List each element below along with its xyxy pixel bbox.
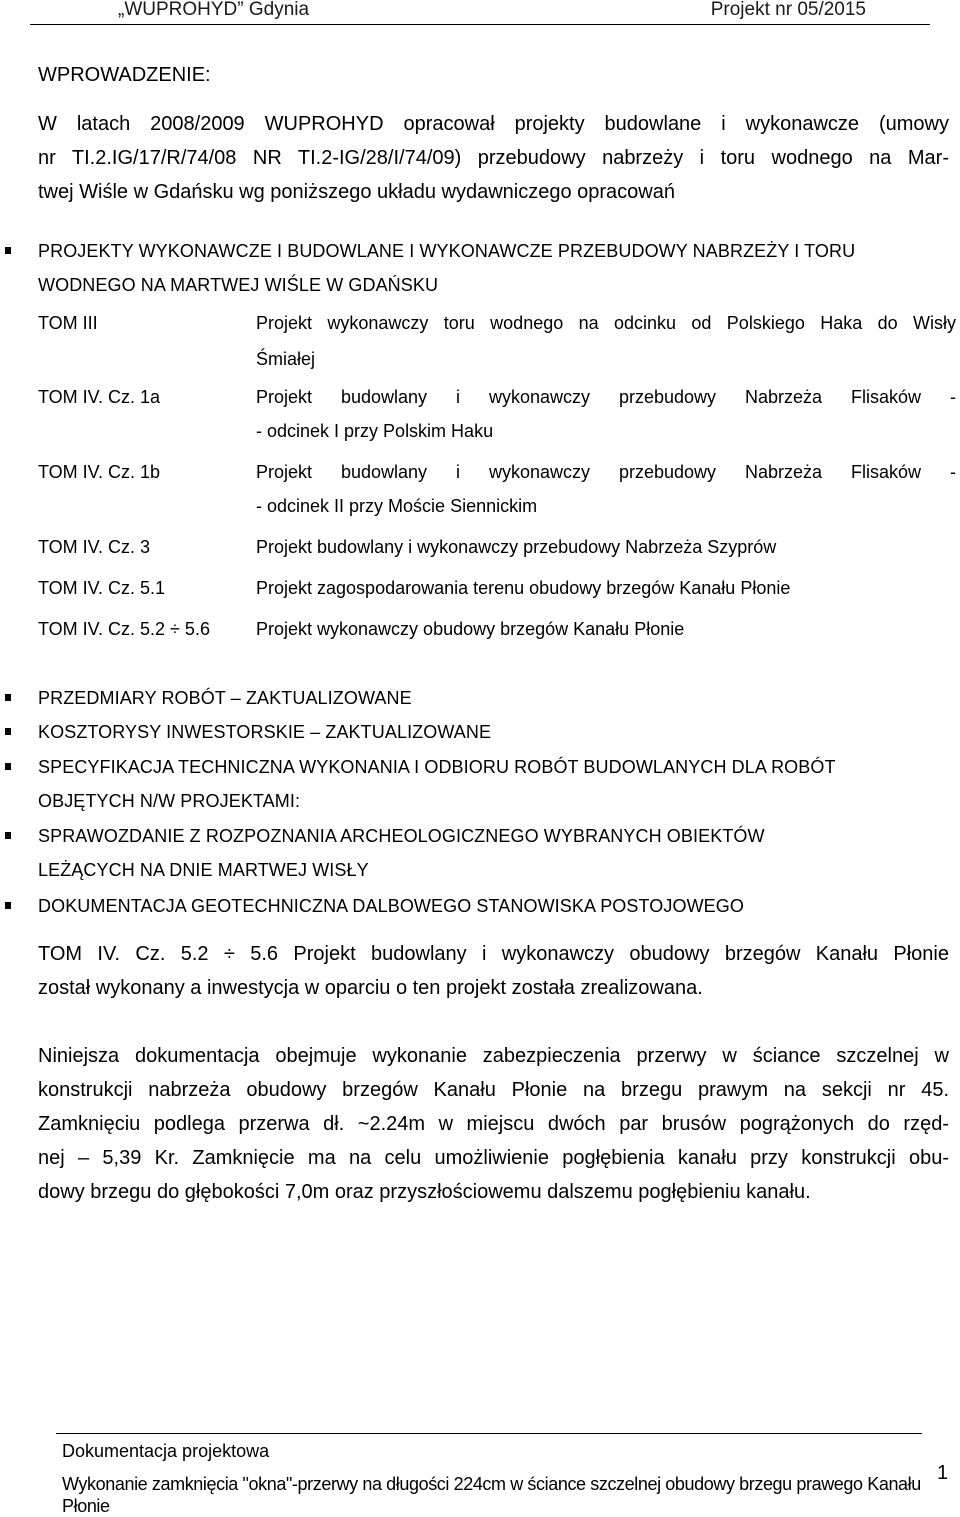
header-company: „WUPROHYD” Gdynia xyxy=(118,0,310,20)
tom-label: TOM IV. Cz. 1a xyxy=(38,387,161,407)
section-heading: WPROWADZENIE: xyxy=(38,64,211,86)
intro-line: W latach 2008/2009 WUPROHYD opracował projekty budowlane i wykonawcze (umowy xyxy=(38,113,949,135)
paragraph-line: konstrukcji nabrzeża obudowy brzegów Kanału Płonie na brzegu prawym na sekcji nr 45. xyxy=(38,1079,949,1101)
bullet-text-line: WODNEGO NA MARTWEJ WIŚLE W GDAŃSKU xyxy=(38,275,439,295)
header-divider xyxy=(30,24,930,25)
bullet-text-line: OBJĘTYCH N/W PROJEKTAMI: xyxy=(38,791,301,811)
paragraph-line: Niniejsza dokumentacja obejmuje wykonanie zabezpieczenia przerwy w ściance szczelnej w xyxy=(38,1045,949,1067)
tom-label: TOM IV. Cz. 1b xyxy=(38,462,161,482)
footer-doc-type: Dokumentacja projektowa xyxy=(62,1441,270,1461)
tom-label: TOM IV. Cz. 5.2 ÷ 5.6 xyxy=(38,619,210,639)
tom-description-line: - odcinek II przy Moście Siennickim xyxy=(256,496,538,516)
square-bullet-icon xyxy=(5,247,11,254)
bullet-text-line: SPECYFIKACJA TECHNICZNA WYKONANIA I ODBIORU ROBÓT BUDOWLANYCH DLA ROBÓT xyxy=(38,757,836,777)
intro-line: twej Wiśle w Gdańsku wg poniższego układu wydawniczego opracowań xyxy=(38,181,675,203)
paragraph-line: TOM IV. Cz. 5.2 ÷ 5.6 Projekt budowlany i wykonawczy obudowy brzegów Kanału Płonie xyxy=(38,943,949,965)
tom-description-line: Śmiałej xyxy=(256,349,316,369)
square-bullet-icon xyxy=(5,694,11,701)
bullet-text-line: PROJEKTY WYKONAWCZE I BUDOWLANE I WYKONAWCZE PRZEBUDOWY NABRZEŻY I TORU xyxy=(38,241,856,261)
tom-description-line: Projekt wykonawczy toru wodnego na odcinku od Polskiego Haka do Wisły xyxy=(256,313,956,333)
paragraph-line: nej – 5,39 Kr. Zamknięcie ma na celu umożliwienie pogłębienia kanału przy konstrukcji obu- xyxy=(38,1147,949,1169)
bullet-text-line: LEŻĄCYCH NA DNIE MARTWEJ WISŁY xyxy=(38,860,369,880)
header-project-number: Projekt nr 05/2015 xyxy=(710,0,866,20)
paragraph-line: Zamknięciu podlega przerwa dł. ~2.24m w miejscu dwóch par brusów pogrążonych do rzęd- xyxy=(38,1113,949,1135)
square-bullet-icon xyxy=(5,728,11,735)
page-header xyxy=(0,0,960,26)
square-bullet-icon xyxy=(5,832,11,839)
intro-line: nr TI.2.IG/17/R/74/08 NR TI.2-IG/28/I/74/09) przebudowy nabrzeży i toru wodnego na Mar- xyxy=(38,147,949,169)
scope-paragraph xyxy=(38,1039,949,1209)
paragraph-line: został wykonany a inwestycja w oparciu o ten projekt została zrealizowana. xyxy=(38,977,703,999)
intro-paragraph xyxy=(38,107,949,209)
tom-description-line: - odcinek I przy Polskim Haku xyxy=(256,421,494,441)
paragraph-line: dowy brzegu do głębokości 7,0m oraz przyszłościowemu dalszemu pogłębieniu kanału. xyxy=(38,1181,811,1203)
tom-label: TOM IV. Cz. 5.1 xyxy=(38,578,166,598)
tom-description-line: Projekt zagospodarowania terenu obudowy brzegów Kanału Płonie xyxy=(256,578,791,598)
bullet-text-line: PRZEDMIARY ROBÓT – ZAKTUALIZOWANE xyxy=(38,688,412,708)
page-number: 1 xyxy=(937,1462,949,1484)
tom-label: TOM IV. Cz. 3 xyxy=(38,537,151,557)
tom-description-line: Projekt budowlany i wykonawczy przebudowy Nabrzeża Flisaków - xyxy=(256,462,956,482)
bullet-text-line: DOKUMENTACJA GEOTECHNICZNA DALBOWEGO STANOWISKA POSTOJOWEGO xyxy=(38,896,744,916)
square-bullet-icon xyxy=(5,902,11,909)
bullet-text-line: SPRAWOZDANIE Z ROZPOZNANIA ARCHEOLOGICZNEGO WYBRANYCH OBIEKTÓW xyxy=(38,826,765,846)
bullet-text-line: KOSZTORYSY INWESTORSKIE – ZAKTUALIZOWANE xyxy=(38,722,492,742)
tom-description-line: Projekt budowlany i wykonawczy przebudowy Nabrzeża Flisaków - xyxy=(256,387,956,407)
tom-description-line: Projekt wykonawczy obudowy brzegów Kanału Płonie xyxy=(256,619,685,639)
footer-divider xyxy=(56,1433,922,1434)
footer-doc-title: Wykonanie zamknięcia "okna"-przerwy na długości 224cm w ściance szczelnej obudowy brzegu prawego Kanału Płonie xyxy=(62,1474,921,1516)
tom-label: TOM III xyxy=(38,313,98,333)
tom-description-line: Projekt budowlany i wykonawczy przebudowy Nabrzeża Szyprów xyxy=(256,537,777,557)
square-bullet-icon xyxy=(5,763,11,770)
completion-paragraph xyxy=(38,937,949,1005)
